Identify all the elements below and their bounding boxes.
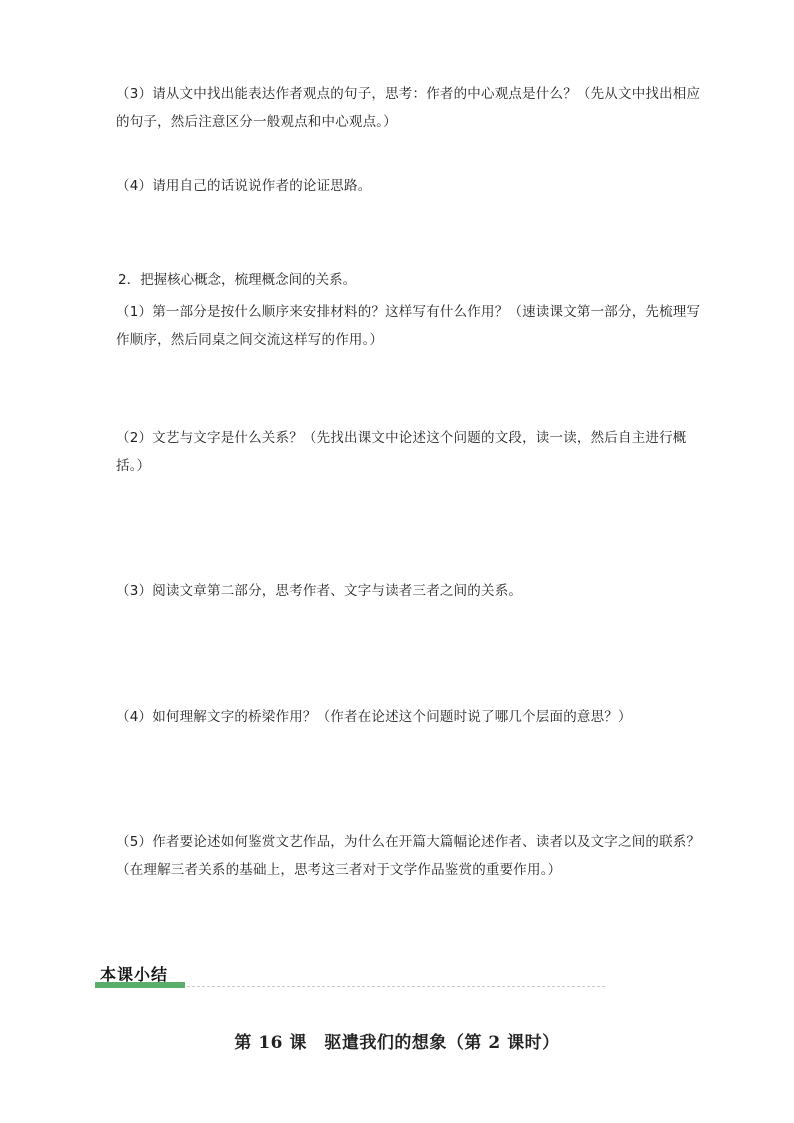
question-b5: [88, 828, 708, 884]
question-a3: [88, 80, 708, 136]
question-b3-text: （3）阅读文章第二部分，思考作者、文字与读者三者之间的关系。: [116, 583, 523, 599]
question-b1-text: （1）第一部分是按什么顺序来安排材料的？这样写有什么作用？（速读课文第一部分，先梳理写作顺序，然后同桌之间交流这样写的作用。）: [116, 304, 701, 348]
question-a4-text: （4）请用自己的话说说作者的论证思路。: [116, 178, 372, 194]
question-b4-text: （4）如何理解文字的桥梁作用？（作者在论述这个问题时说了哪几个层面的意思？）: [116, 709, 632, 725]
question-b2: [88, 424, 708, 480]
question-b5-text: （5）作者要论述如何鉴赏文艺作品，为什么在开篇大篇幅论述作者、读者以及文字之间的联系？（在理解三者关系的基础上，思考这三者对于文学作品鉴赏的重要作用。）: [116, 834, 701, 878]
question-a4: [88, 172, 708, 200]
question-b1: [88, 298, 708, 354]
question-b2-text: （2）文艺与文字是什么关系？（先找出课文中论述这个问题的文段，读一读，然后自主进行概括。）: [116, 430, 687, 474]
question-b4: [88, 703, 708, 731]
question-a3-text: （3）请从文中找出能表达作者观点的句子，思考：作者的中心观点是什么？（先从文中找出相应的句子，然后注意区分一般观点和中心观点。）: [116, 86, 701, 130]
section-2-heading: 2．把握核心概念，梳理概念间的关系。: [118, 272, 357, 288]
question-b3: [88, 577, 708, 605]
summary-section-header: [95, 962, 605, 992]
summary-label: 本课小结: [100, 965, 169, 984]
summary-divider: [187, 986, 605, 987]
next-lesson-title: 第 16 课 驱遣我们的想象（第 2 课时）: [234, 1033, 560, 1053]
